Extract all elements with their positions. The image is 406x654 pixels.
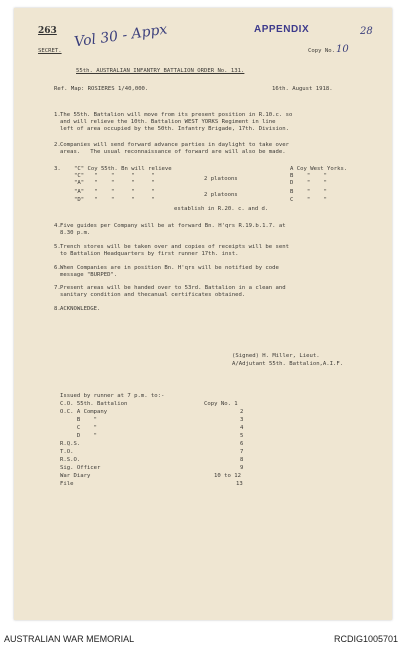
- relief-header-left: "C" Coy 55th. Bn will relieve: [74, 166, 172, 172]
- distribution-copy: 13: [236, 481, 243, 487]
- paragraph-number: 6.: [54, 265, 61, 271]
- relief-row-left: "C" " " " ": [74, 173, 155, 179]
- archive-credit: AUSTRALIAN WAR MEMORIAL: [4, 634, 135, 644]
- relief-row-right: D " ": [290, 180, 328, 186]
- paragraph-line: 8.30 p.m.: [60, 230, 91, 236]
- paragraph-line: ACKNOWLEDGE.: [60, 306, 101, 312]
- paragraph-number: 5.: [54, 244, 61, 250]
- handwritten-annotation: Vol 30 - Appx: [73, 21, 169, 51]
- distribution-recipient: C ": [60, 425, 98, 431]
- paragraph-line: Five guides per Company will be at forward Bn. H'qrs R.19.b.1.7. at: [60, 223, 286, 229]
- relief-row-left: "A" " " " ": [74, 189, 155, 195]
- paragraph-line: message "BURPED".: [60, 272, 118, 278]
- distribution-recipient: T.O.: [60, 449, 74, 455]
- distribution-copy: 8: [240, 457, 244, 463]
- distribution-copy: 4: [240, 425, 244, 431]
- copy-no-label: Copy No.: [308, 48, 335, 54]
- relief-row-right: B " ": [290, 173, 328, 179]
- paragraph-number: 2.: [54, 142, 61, 148]
- paragraph-line: left of area occupied by the 50th. Infantry Brigade, 17th. Division.: [60, 126, 290, 132]
- classification: SECRET.: [38, 48, 62, 54]
- relief-row-right: B " ": [290, 189, 328, 195]
- paragraph-line: Trench stores will be taken over and copies of receipts will be sent: [60, 244, 290, 250]
- distribution-recipient: Sig. Officer: [60, 465, 101, 471]
- distribution-copy: 6: [240, 441, 244, 447]
- order-title: 55th. AUSTRALIAN INFANTRY BATTALION ORDER No. 131.: [76, 68, 245, 74]
- relief-row-right: C " ": [290, 197, 328, 203]
- distribution-copy: Copy No. 1: [204, 401, 238, 407]
- distribution-recipient: War Diary: [60, 473, 91, 479]
- paragraph-number: 7.: [54, 285, 61, 291]
- handwritten-page-number: 28: [360, 26, 373, 37]
- paragraph-number: 3.: [54, 166, 61, 172]
- paragraph-line: sanitary condition and thecanual certificates obtained.: [60, 292, 246, 298]
- distribution-copy: 10 to 12: [214, 473, 241, 479]
- distribution-recipient: R.Q.S.: [60, 441, 81, 447]
- distribution-copy: 9: [240, 465, 244, 471]
- distribution-copy: 5: [240, 433, 244, 439]
- paragraph-number: 1.: [54, 112, 61, 118]
- paragraph-line: Present areas will be handed over to 53rd. Battalion in a clean and: [60, 285, 286, 291]
- paragraph-number: 4.: [54, 223, 61, 229]
- archive-id: RCDIG1005701: [334, 634, 399, 644]
- distribution-recipient: File: [60, 481, 74, 487]
- handwritten-number: 263: [38, 26, 57, 36]
- signature-line: (Signed) H. Miller, Lieut.: [232, 353, 320, 359]
- paragraph-line: to Battalion Headquarters by first runner 17th. inst.: [60, 251, 239, 257]
- paragraph-line: areas. The usual reconnaissance of forward are will also be made.: [60, 149, 286, 155]
- paragraph-line: and will relieve the 10th. Battalion WEST YORKS Regiment in line: [60, 119, 276, 125]
- relief-row-left: "D" " " " ": [74, 197, 155, 203]
- paragraph-number: 8.: [54, 306, 61, 312]
- paragraph-line: The 55th. Battalion will move from its present position in R.10.c. so: [60, 112, 293, 118]
- handwritten-copy-number: 10: [336, 44, 349, 55]
- paragraph-line: Companies will send forward advance parties in daylight to take over: [60, 142, 290, 148]
- relief-row-mid: 2 platoons: [204, 176, 238, 182]
- distribution-copy: 2: [240, 409, 244, 415]
- distribution-recipient: B ": [60, 417, 98, 423]
- relief-row-left: "A" " " " ": [74, 180, 155, 186]
- document-page: [14, 8, 392, 620]
- relief-row-mid: 2 platoons: [204, 192, 238, 198]
- order-date: 16th. August 1918.: [272, 86, 333, 92]
- distribution-copy: 7: [240, 449, 244, 455]
- distribution-intro: Issued by runner at 7 p.m. to:-: [60, 393, 165, 399]
- distribution-recipient: R.S.O.: [60, 457, 81, 463]
- map-reference: Ref. Map: ROSIERES 1/40,000.: [54, 86, 149, 92]
- paragraph-line: When Companies are in position Bn. H'qrs will be notified by code: [60, 265, 279, 271]
- distribution-recipient: D ": [60, 433, 98, 439]
- relief-footer: establish in R.20. c. and d.: [174, 206, 269, 212]
- relief-header-right: A Coy West Yorks.: [290, 166, 348, 172]
- appendix-stamp-label: APPENDIX: [254, 24, 310, 35]
- appendix-stamp: [254, 24, 309, 35]
- distribution-recipient: C.O. 55th. Battalion: [60, 401, 128, 407]
- signature-title: A/Adjutant 55th. Battalion,A.I.F.: [232, 361, 344, 367]
- distribution-recipient: O.C. A Company: [60, 409, 108, 415]
- distribution-copy: 3: [240, 417, 244, 423]
